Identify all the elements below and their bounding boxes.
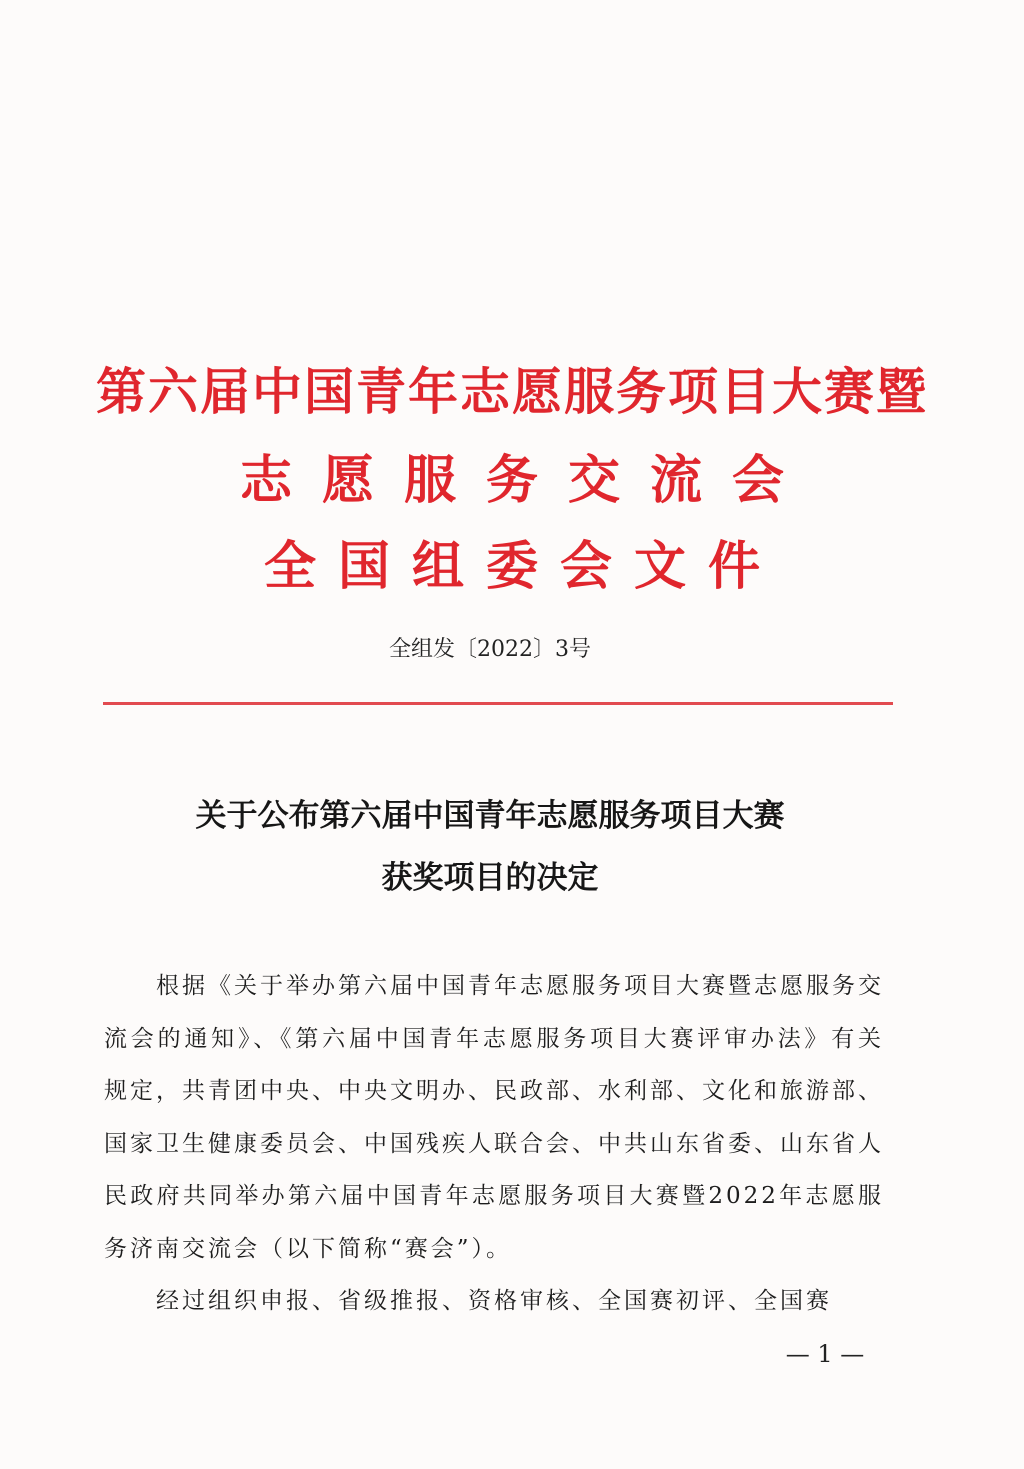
document-title-line-2: 获奖项目的决定 xyxy=(381,860,599,896)
body-paragraph-1: 根据《关于举办第六届中国青年志愿服务项目大赛暨志愿服务交流会的通知》、《第六届中国青年志愿服务项目大赛评审办法》有关规定，共青团中央、中央文明办、民政部、水利部、文化和旅游部、国家卫生健康委员会、中国残疾人联合会、中共山东省委、山东省人民政府共同举办第六届中国青年志愿服务项目大赛暨2022年志愿服务济南交流会（以下简称“赛会”）。 xyxy=(104,973,884,1262)
red-divider-line xyxy=(103,702,893,705)
document-title-line-1: 关于公布第六届中国青年志愿服务项目大赛 xyxy=(195,798,785,834)
issuer-header-line-2: 志愿服务交流会 xyxy=(239,450,814,511)
issuer-header-line-3: 全国组委会文件 xyxy=(263,536,782,597)
body-paragraph-2: 经过组织申报、省级推报、资格审核、全国赛初评、全国赛 xyxy=(156,1288,832,1314)
document-number: 全组发〔2022〕3号 xyxy=(389,637,591,662)
page-number: — 1 — xyxy=(785,1340,865,1368)
issuer-header-line-1: 第六届中国青年志愿服务项目大赛暨 xyxy=(96,362,928,421)
